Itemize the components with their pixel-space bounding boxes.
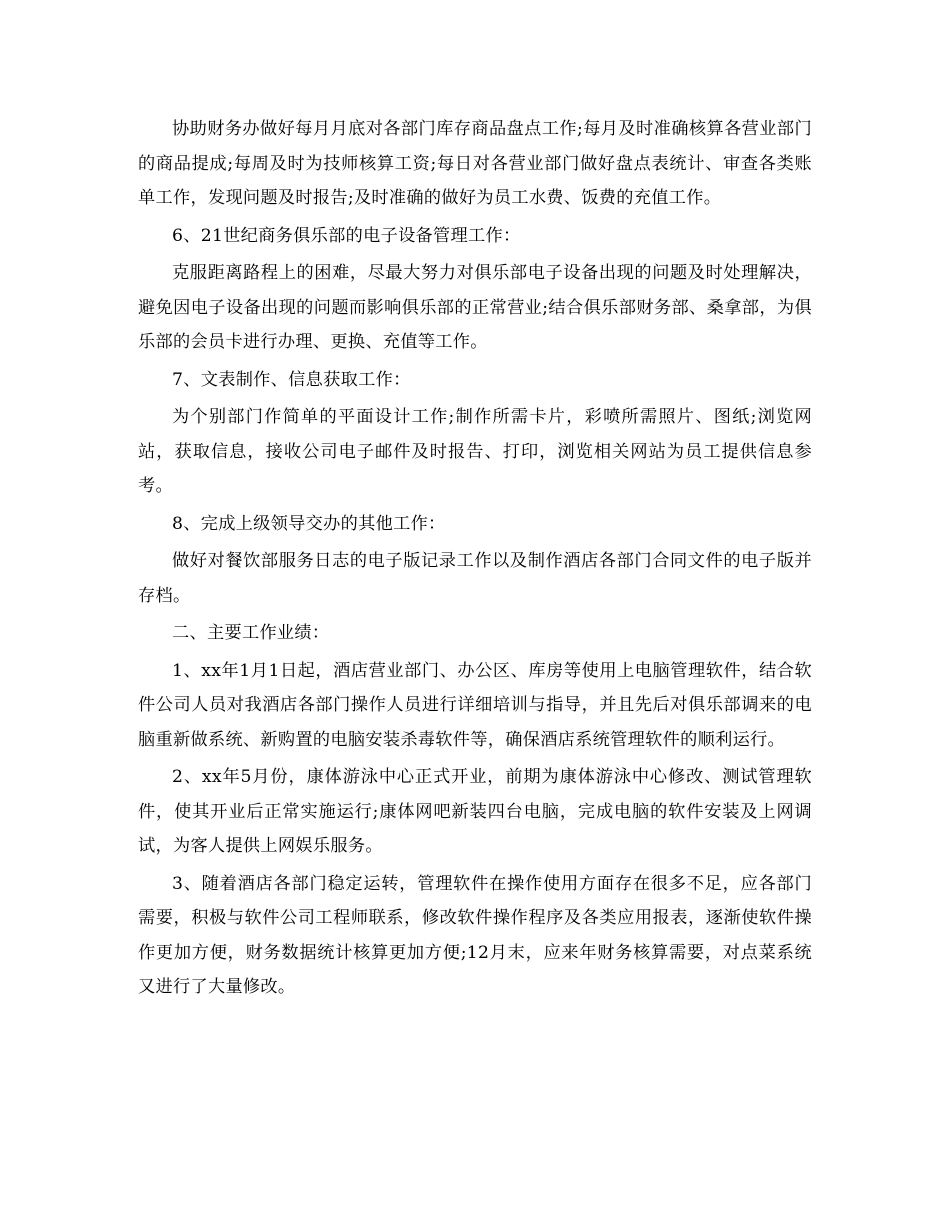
paragraph-club-equipment: 克服距离路程上的困难，尽最大努力对俱乐部电子设备出现的问题及时处理解决，避免因电子设备出现的问题而影响俱乐部的正常营业;结合俱乐部财务部、桑拿部，为俱乐部的会员卡进行办理、更换、充值等工作。 <box>138 263 812 352</box>
heading-main-achievements: 二、主要工作业绩： <box>172 623 330 643</box>
paragraph-other-tasks: 做好对餐饮部服务日志的电子版记录工作以及制作酒店各部门合同文件的电子版并存档。 <box>138 551 812 606</box>
heading-item-7: 7、文表制作、信息获取工作： <box>172 369 411 390</box>
document-page <box>138 112 812 1008</box>
paragraph-design-info: 为个别部门作简单的平面设计工作;制作所需卡片，彩喷所需照片、图纸;浏览网站，获取信息，接收公司电子邮件及时报告、打印，浏览相关网站为员工提供信息参考。 <box>138 407 812 496</box>
heading-item-8: 8、完成上级领导交办的其他工作： <box>172 513 446 534</box>
paragraph-achievement-1: 1、xx年1月1日起，酒店营业部门、办公区、库房等使用上电脑管理软件，结合软件公司人员对我酒店各部门操作人员进行详细培训与指导，并且先后对俱乐部调来的电脑重新做系统、新购置的电脑安装杀毒软件等，确保酒店系统管理软件的顺利运行。 <box>138 660 812 750</box>
paragraph-achievement-2: 2、xx年5月份，康体游泳中心正式开业，前期为康体游泳中心修改、测试管理软件，使其开业后正常实施运行;康体网吧新装四台电脑，完成电脑的软件安装及上网调试，为客人提供上网娱乐服务。 <box>138 767 812 856</box>
heading-item-6: 6、21世纪商务俱乐部的电子设备管理工作： <box>172 225 521 246</box>
paragraph-finance-assist: 协助财务办做好每月月底对各部门库存商品盘点工作;每月及时准确核算各营业部门的商品提成;每周及时为技师核算工资;每日对各营业部门做好盘点表统计、审查各类账单工作，发现问题及时报告;及时准确的做好为员工水费、饭费的充值工作。 <box>138 119 812 208</box>
paragraph-achievement-3: 3、随着酒店各部门稳定运转，管理软件在操作使用方面存在很多不足，应各部门需要，积极与软件公司工程师联系，修改软件操作程序及各类应用报表，逐渐使软件操作更加方便，财务数据统计核算更加方便;12月末，应来年财务核算需要，对点菜系统又进行了大量修改。 <box>138 873 812 997</box>
